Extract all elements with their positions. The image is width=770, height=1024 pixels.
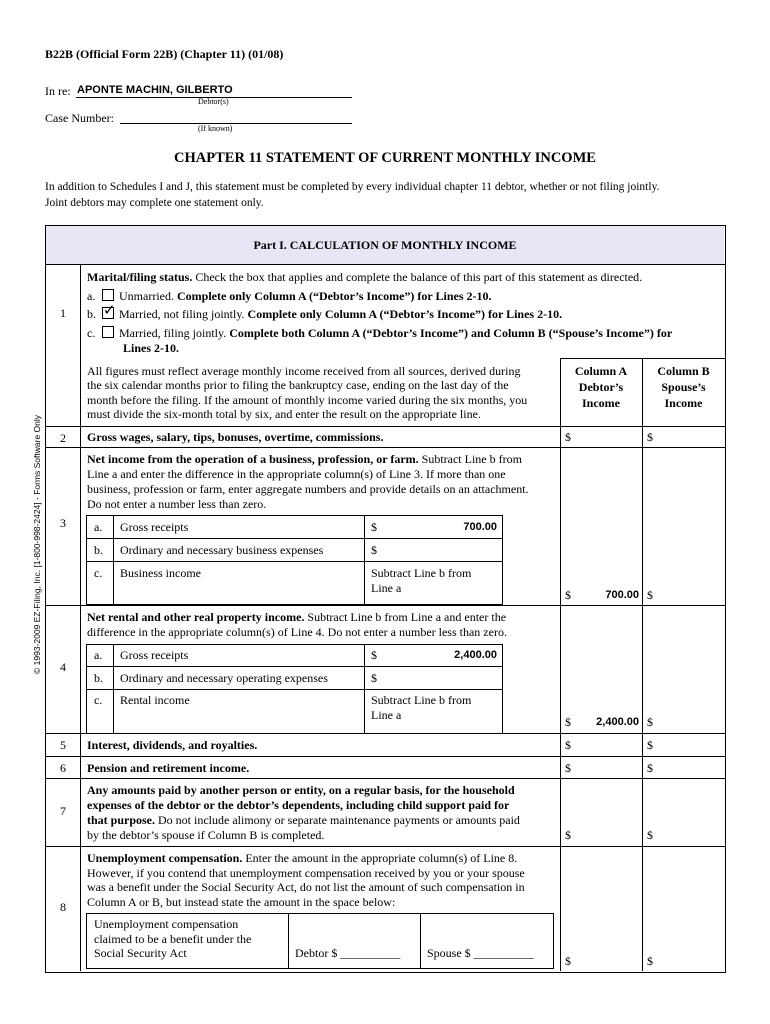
line-1-option-c-cont: Lines 2-10.	[123, 341, 180, 355]
line-3c-sub-2: Line a	[371, 581, 402, 595]
line-3-text-2: Line a and enter the difference in the appropriate column(s) of Line 3. If more than one	[87, 467, 506, 481]
line-5-label: Interest, dividends, and royalties.	[87, 738, 258, 752]
line-6-col-a[interactable]: $	[565, 761, 571, 775]
line-4c-label: Rental income	[120, 693, 190, 707]
checkbox-married-joint[interactable]	[102, 326, 114, 338]
in-re-label: In re:	[45, 84, 71, 98]
line-7-text-2: expenses of the debtor or the debtor’s dependents, including child support paid for	[87, 798, 510, 812]
line-8-text-2: However, if you contend that unemployment compensation received by you or your spouse	[87, 866, 525, 880]
column-a-header: Column A Debtor’s Income	[574, 364, 628, 410]
line-8-col-a[interactable]: $	[565, 954, 571, 968]
case-number-caption: (If known)	[198, 124, 233, 133]
line-3b-dollar[interactable]: $	[371, 543, 377, 557]
line-4a-letter: a.	[94, 648, 103, 662]
line-3-text-3: business, profession or farm, enter aggregate numbers and provide details on an attachment.	[87, 482, 529, 496]
line-8-text-3: was a benefit under the Social Security Act, do not list the amount of such compensation in	[87, 880, 525, 894]
line-3b-letter: b.	[94, 543, 103, 557]
intro-line-1: In addition to Schedules I and J, this statement must be completed by every individual chapter 11 debtor, whether or not filing jointly.	[45, 181, 660, 193]
line-4c-letter: c.	[94, 693, 103, 707]
line-8-text-4: Column A or B, but instead state the amount in the space below:	[87, 895, 396, 909]
line-4-col-a-amount[interactable]: 2,400.00	[596, 716, 639, 728]
line-1-option-c[interactable]: c. Married, filing jointly. Complete both Column A (“Debtor’s Income”) and Column B (“Spouse’s Income”) for	[87, 326, 673, 340]
line-4-text-2: difference in the appropriate column(s) of Line 4. Do not enter a number less than zero.	[87, 625, 507, 639]
line-3a-amount[interactable]: 700.00	[463, 521, 497, 533]
checkmark-icon: ✓	[103, 301, 116, 319]
line-4b-label: Ordinary and necessary operating expenses	[120, 671, 328, 685]
line-4c-sub-1: Subtract Line b from	[371, 693, 472, 707]
part1-header: Part I. CALCULATION OF MONTHLY INCOME	[253, 238, 517, 252]
line-4b-letter: b.	[94, 671, 103, 685]
case-number-label: Case Number:	[45, 111, 114, 125]
line-2-number: 2	[60, 431, 66, 445]
line-4-col-a-dollar: $	[565, 715, 571, 729]
figures-line-4: must divide the six-month total by six, and enter the result on the appropriate line.	[87, 407, 481, 421]
line-1-number: 1	[60, 306, 66, 320]
case-number-field[interactable]	[120, 123, 352, 124]
copyright-side-note: © 1993-2009 EZ-Filing, Inc. [1-800-998-2424] - Forms Software Only	[32, 414, 42, 674]
line-3a-letter: a.	[94, 520, 103, 534]
figures-line-2: the six calendar months prior to filing the bankruptcy case, ending on the last day of the	[87, 378, 509, 392]
line-8-col-b[interactable]: $	[647, 954, 653, 968]
line-1-option-a[interactable]: a. Unmarried. Complete only Column A (“Debtor’s Income”) for Lines 2-10.	[87, 289, 492, 303]
line-3-col-a-amount[interactable]: 700.00	[605, 589, 639, 601]
line-4a-dollar: $	[371, 648, 377, 662]
line-1-option-b[interactable]: b. ✓ Married, not filing jointly. Complete only Column A (“Debtor’s Income”) for Lines 2-10.	[87, 301, 563, 321]
debtor-name: APONTE MACHIN, GILBERTO	[77, 84, 233, 96]
line-1-heading: Marital/filing status. Check the box that applies and complete the balance of this part of this statement as directed.	[87, 270, 643, 284]
line-5-col-a[interactable]: $	[565, 738, 571, 752]
line-7-col-a[interactable]: $	[565, 828, 571, 842]
line-7-text-1: Any amounts paid by another person or entity, on a regular basis, for the household	[87, 783, 515, 797]
line-3c-letter: c.	[94, 566, 103, 580]
checkbox-unmarried[interactable]	[102, 289, 114, 301]
line-5-col-b[interactable]: $	[647, 738, 653, 752]
line-8-box-text-3: Social Security Act	[94, 946, 187, 960]
line-3-heading: Net income from the operation of a business, profession, or farm. Subtract Line b from	[87, 452, 522, 466]
line-2-col-a[interactable]: $	[565, 430, 571, 444]
line-3c-sub-1: Subtract Line b from	[371, 566, 472, 580]
line-8-spouse-field[interactable]: Spouse $ __________	[427, 946, 534, 960]
line-5-number: 5	[60, 738, 66, 752]
line-8-debtor-field[interactable]: Debtor $ __________	[295, 946, 401, 960]
line-3c-label: Business income	[120, 566, 201, 580]
main-title: CHAPTER 11 STATEMENT OF CURRENT MONTHLY INCOME	[174, 150, 596, 166]
line-4-number: 4	[60, 660, 66, 674]
line-3-text-4: Do not enter a number less than zero.	[87, 497, 267, 511]
line-4b-dollar[interactable]: $	[371, 671, 377, 685]
column-b-header: Column B Spouse’s Income	[657, 364, 710, 410]
form-title: B22B (Official Form 22B) (Chapter 11) (01/08)	[45, 47, 284, 61]
line-2-col-b[interactable]: $	[647, 430, 653, 444]
line-3-col-b[interactable]: $	[647, 588, 653, 602]
line-7-col-b[interactable]: $	[647, 828, 653, 842]
line-8-box-text-1: Unemployment compensation	[94, 917, 239, 931]
line-4c-sub-2: Line a	[371, 708, 402, 722]
line-3-col-a-dollar: $	[565, 588, 571, 602]
line-7-text-4: by the debtor’s spouse if Column B is completed.	[87, 828, 325, 842]
line-8-heading: Unemployment compensation. Enter the amount in the appropriate column(s) of Line 8.	[87, 851, 518, 865]
line-7-text-3: that purpose. Do not include alimony or separate maintenance payments or amounts paid	[87, 813, 520, 827]
line-4-col-b[interactable]: $	[647, 715, 653, 729]
line-6-col-b[interactable]: $	[647, 761, 653, 775]
line-3b-label: Ordinary and necessary business expenses	[120, 543, 324, 557]
line-4a-label: Gross receipts	[120, 648, 189, 662]
line-4a-amount[interactable]: 2,400.00	[454, 649, 497, 661]
line-4-heading: Net rental and other real property income. Subtract Line b from Line a and enter the	[87, 610, 507, 624]
figures-line-3: month before the filing. If the amount of monthly income varied during the six months, you	[87, 393, 528, 407]
line-8-number: 8	[60, 900, 66, 914]
line-6-label: Pension and retirement income.	[87, 761, 250, 775]
intro-line-2: Joint debtors may complete one statement only.	[45, 197, 264, 209]
figures-line-1: All figures must reflect average monthly income received from all sources, derived during	[87, 364, 521, 378]
line-8-box-text-2: claimed to be a benefit under the	[94, 932, 252, 946]
checkbox-married-not-joint[interactable]	[102, 301, 116, 319]
line-3a-dollar: $	[371, 520, 377, 534]
line-7-number: 7	[60, 804, 66, 818]
line-2-label: Gross wages, salary, tips, bonuses, overtime, commissions.	[87, 430, 384, 444]
line-3-number: 3	[60, 516, 66, 530]
line-6-number: 6	[60, 761, 66, 775]
debtor-caption: Debtor(s)	[198, 97, 229, 106]
line-3a-label: Gross receipts	[120, 520, 189, 534]
